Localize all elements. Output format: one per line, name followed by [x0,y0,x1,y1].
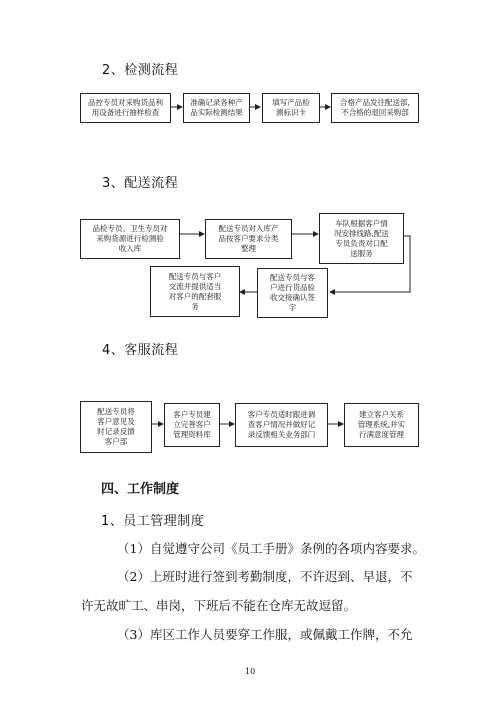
service-step-4: 建立客户关系 管理系统,并实 行满意度管理 [344,403,419,447]
paragraph-line-3: 许无故旷工、串岗，下班后不能在仓库无故逗留。 [81,598,357,613]
service-step-1: 配送专员将 客户意见及 时记录反馈 客户部 [80,401,152,453]
page-number: 10 [245,667,256,676]
deliver-step-2: 配送专员对入库产 品按客户要求分类 整理 [205,219,292,259]
section-heading-service: 4、客服流程 [102,343,179,358]
inspect-step-1: 品控专员对采购货品利 用设备进行抽样检查 [80,93,171,123]
chapter-heading: 四、工作制度 [101,482,180,497]
deliver-step-5: 配送专员与客 户进行货品验 收交接确认签 字 [257,268,328,318]
service-step-2: 客户专员建 立完善客户 管理资料库 [164,403,220,447]
section-heading-inspection: 2、检测流程 [102,63,179,78]
deliver-step-1: 品检专员、卫生专员对 采购货源进行检测验 收入库 [80,219,180,259]
sub-heading: 1、员工管理制度 [101,514,205,529]
deliver-step-4: 配送专员与客户 交流并提供适当 对客户的配套服 务 [150,266,240,317]
inspect-step-4: 合格产品发往配送部, 不合格的退回采购部 [331,93,419,123]
inspect-step-3: 填写产品检 测标识卡 [262,93,320,123]
service-step-3: 客户专员适时跟进调 查客户情况并做好记 录反馈相关业务部门 [235,403,328,447]
paragraph-line-2: （2）上班时进行签到考勤制度，不许迟到、早退，不 [117,569,413,584]
paragraph-line-4: （3）库区工作人员要穿工作服，或佩戴工作牌，不允 [117,627,413,642]
inspect-step-2: 准确记录各种产 品实际检测结果 [183,93,250,123]
paragraph-line-1: （1）自觉遵守公司《员工手册》条例的各项内容要求。 [117,541,425,556]
section-heading-delivery: 3、配送流程 [102,176,179,191]
deliver-step-3: 车队根据客户情 况安排线路,配送 专员负责对口配 送服务 [319,213,404,264]
